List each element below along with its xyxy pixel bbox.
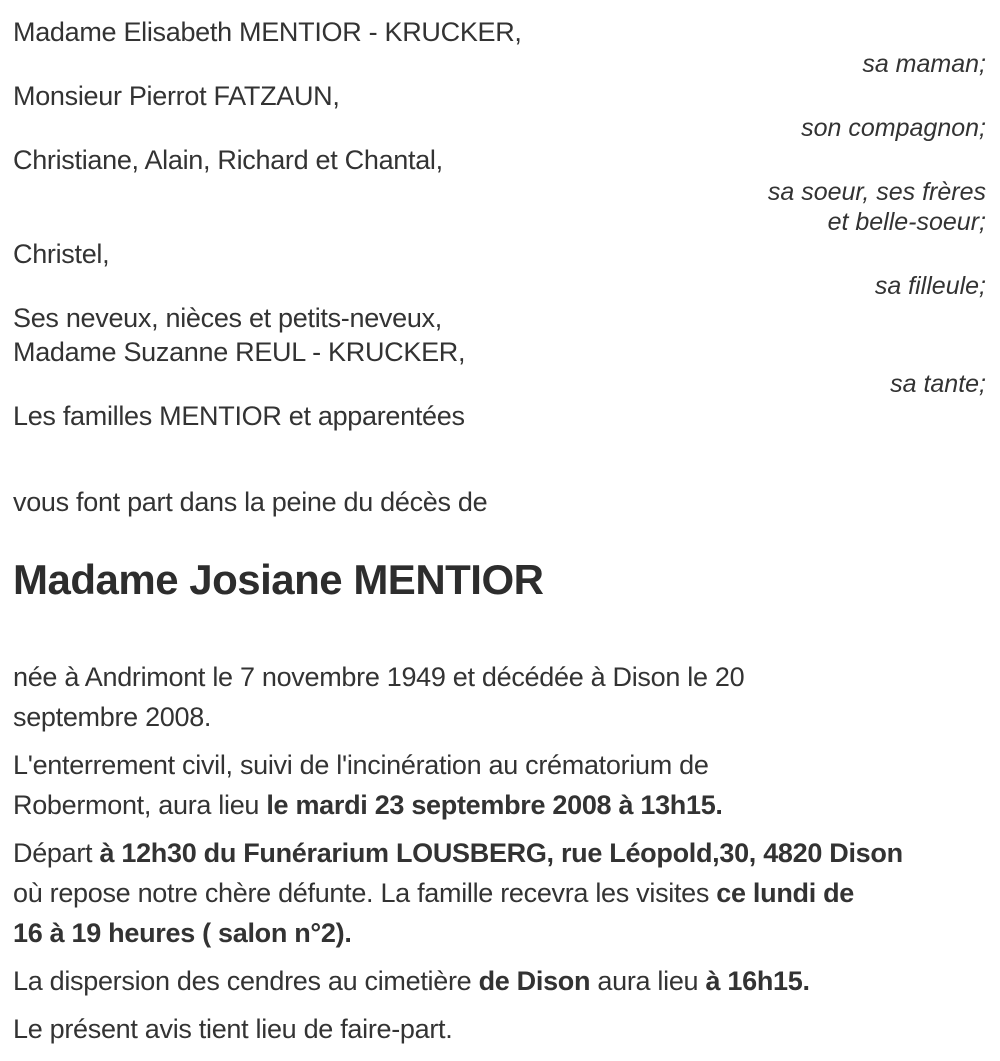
bold-text-segment: à 16h15. xyxy=(705,966,810,996)
relation-label: sa soeur, ses frères xyxy=(767,178,986,206)
text-segment: La dispersion des cendres au cimetière xyxy=(13,966,479,996)
paragraph xyxy=(13,745,988,825)
text-segment: où repose notre chère défunte. La famille recevra les visites xyxy=(13,878,717,908)
relation-label: son compagnon; xyxy=(801,114,986,142)
paragraph xyxy=(13,833,988,953)
paragraph-line xyxy=(13,833,988,873)
paragraph-line xyxy=(13,745,988,785)
bold-text-segment: à 12h30 du Funérarium LOUSBERG, rue Léopold,30, 4820 Dison xyxy=(99,838,903,868)
text-segment: aura lieu xyxy=(590,966,706,996)
text-segment: Robermont, aura lieu xyxy=(13,790,267,820)
family-name: Madame Elisabeth MENTIOR - KRUCKER, xyxy=(13,17,522,47)
relation-label: sa maman; xyxy=(862,50,986,78)
paragraph-line xyxy=(13,961,988,1001)
bold-text-segment: ce lundi de xyxy=(716,878,855,908)
paragraph xyxy=(13,1009,988,1049)
relation-label: et belle-soeur; xyxy=(827,208,986,236)
text-segment: septembre 2008. xyxy=(13,702,212,732)
paragraph xyxy=(13,961,988,1001)
deceased-name-heading: Madame Josiane MENTIOR xyxy=(13,556,544,603)
paragraph-line xyxy=(13,1009,988,1049)
relation-label: sa tante; xyxy=(890,370,986,398)
text-segment: L'enterrement civil, suivi de l'incinération au crématorium de xyxy=(13,750,709,780)
paragraph-line xyxy=(13,873,988,913)
family-name: Christiane, Alain, Richard et Chantal, xyxy=(13,145,443,175)
family-name: Christel, xyxy=(13,239,110,269)
text-segment: Départ xyxy=(13,838,100,868)
family-name: Les familles MENTIOR et apparentées xyxy=(13,401,465,431)
paragraph-line xyxy=(13,913,988,953)
family-name: Madame Suzanne REUL - KRUCKER, xyxy=(13,337,466,367)
paragraph xyxy=(13,657,988,737)
relation-label: sa filleule; xyxy=(874,272,986,300)
paragraph-line xyxy=(13,785,988,825)
paragraph-line xyxy=(13,657,988,697)
bold-text-segment: le mardi 23 septembre 2008 à 13h15. xyxy=(266,790,723,820)
family-name: Monsieur Pierrot FATZAUN, xyxy=(13,81,340,111)
text-segment: née à Andrimont le 7 novembre 1949 et décédée à Dison le 20 xyxy=(13,662,745,692)
bold-text-segment: 16 à 19 heures ( salon n°2). xyxy=(13,918,352,948)
bold-text-segment: de Dison xyxy=(478,966,591,996)
intro-sentence: vous font part dans la peine du décès de xyxy=(13,487,488,517)
family-relations-list xyxy=(13,15,988,433)
family-name: Ses neveux, nièces et petits-neveux, xyxy=(13,303,442,333)
text-segment: Le présent avis tient lieu de faire-part. xyxy=(13,1014,453,1044)
paragraph-line xyxy=(13,697,988,737)
funeral-details-paragraphs xyxy=(13,657,988,1049)
